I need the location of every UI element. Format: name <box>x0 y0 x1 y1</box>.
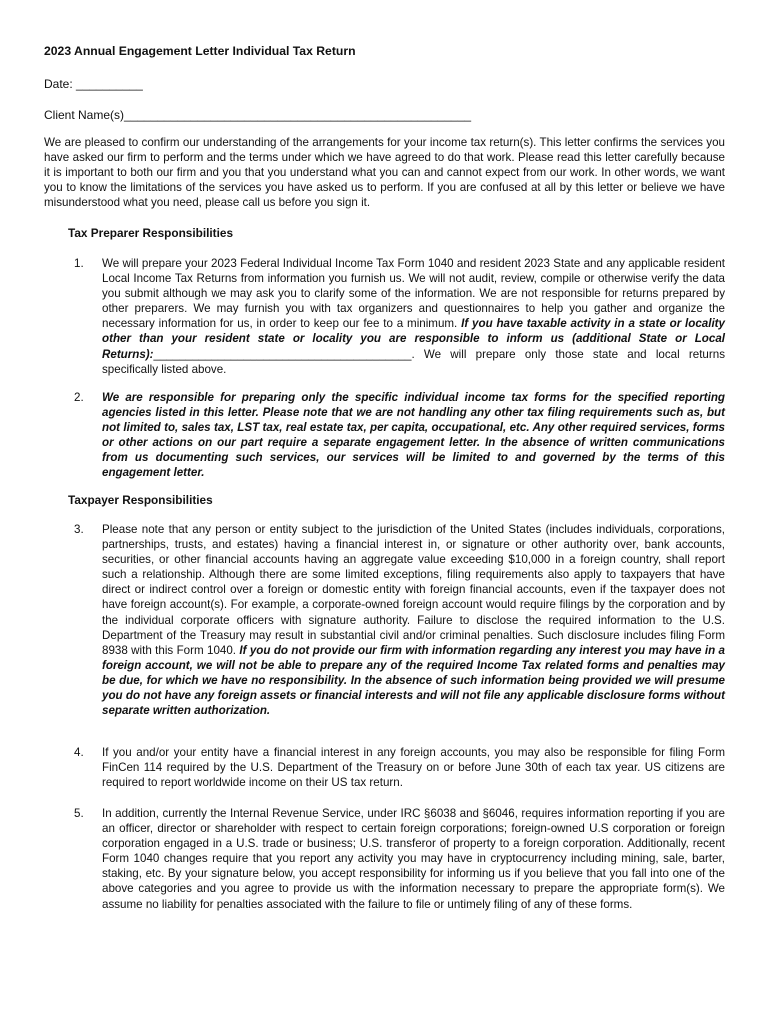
list-number: 1. <box>74 257 84 270</box>
item-text: We will prepare your 2023 Federal Individual Income Tax Form 1040 and resident 2023 State and any applicable resident Local Income Tax Returns from information you furnish us. We will not audit, review, compile or otherwise verify the data you submit although we may ask you to clarify some of the information. We are not responsible for returns prepared by other preparers. We may furnish you with tax organizers and questionnaires to help you gather and organize the necessary information for us, in order to keep our fee to a minimum. <box>102 257 725 331</box>
client-name-line: Client Name(s)____________________________________________________ <box>44 108 472 122</box>
intro-paragraph: We are pleased to confirm our understanding of the arrangements for your income tax return(s). This letter confirms the services you have asked our firm to perform and the terms under which we have agreed to do that work. Please read this letter carefully because it is important to both our firm and you that you understand what you can and cannot expect from our work. In other words, we want you to know the limitations of the services you have asked us to perform. If you are confused at all by this letter or believe we have misunderstood what you need, please call us before you sign it. <box>44 136 725 210</box>
section-heading-preparer: Tax Preparer Responsibilities <box>68 226 234 240</box>
state-returns-blank: ________________________________________ <box>153 347 412 361</box>
list-item-1 <box>74 256 725 377</box>
list-number: 5. <box>74 807 84 820</box>
item-bold-text: If you do not provide our firm with information regarding any interest you may have in a foreign account, we will not be able to prepare any of the required Income Tax related forms and penalties may be due, for which we have no responsibility. In the absence of such information being provided we will presume you do not have any foreign assets or financial interests and will not file any applicable disclosure forms without separate written authorization. <box>102 643 725 718</box>
item-text: Please note that any person or entity subject to the jurisdiction of the United States (includes individuals, corporations, partnerships, trusts, and estates) having a financial interest in, or signature or other authority over, bank accounts, securities, or other financial accounts having an aggregate value exceeding $10,000 in a foreign country, shall report such a relationship. Although there are some limited exceptions, filing requirements also apply to taxpayers that have direct or indirect control over a foreign or domestic entity with foreign financial accounts, even if the taxpayer does not have foreign account(s). For example, a corporate-owned foreign account would require filings by the corporation and by the individual corporate officers with signature authority. Failure to disclose the required information to the U.S. Department of the Treasury may result in substantial civil and/or criminal penalties. Such disclosure includes filing Form 8938 with this Form 1040. <box>102 523 725 657</box>
list-number: 3. <box>74 523 84 536</box>
list-number: 2. <box>74 391 84 404</box>
list-number: 4. <box>74 746 84 759</box>
list-item-4 <box>74 745 725 790</box>
item-bold-text: We are responsible for preparing only the specific individual income tax forms for the specified reporting agencies listed in this letter. Please note that we are not handling any other tax filing requirements such as, but not limited to, sales tax, LST tax, real estate tax, per capita, occupational, etc. Any other required services, forms or other actions on our part require a separate engagement letter. In the absence of written communications from us documenting such services, our services will be limited to and governed by the terms of this engagement letter. <box>102 391 725 480</box>
list-item-body <box>102 745 725 790</box>
item-text: In addition, currently the Internal Revenue Service, under IRC §6038 and §6046, requires information reporting if you are an officer, director or shareholder with respect to certain foreign corporations; foreign-owned U.S corporation or foreign corporation engaged in a U.S. trade or business; U.S. transferor of property to a foreign corporation. Additionally, recent Form 1040 changes require that you report any activity you may have in cryptocurrency including mining, sale, barter, staking, etc. By your signature below, you accept responsibility for informing us if you believe that you fall into one of the above categories and you agree to provide us with the information necessary to prepare the appropriate form(s). We assume no liability for penalties associated with the failure to file or untimely filing of any of these forms. <box>102 807 725 911</box>
date-line: Date: __________ <box>44 77 143 91</box>
item-bold-text: If you have taxable activity in a state or locality other than your resident state or locality you are responsible to inform us (additional State or Local Returns): <box>102 317 725 361</box>
item-tail-text: . We will prepare only those state and local returns specifically listed above. <box>102 347 725 376</box>
section-heading-taxpayer: Taxpayer Responsibilities <box>68 493 213 507</box>
list-item-body <box>102 256 725 377</box>
list-item-body <box>102 390 725 481</box>
item-text: If you and/or your entity have a financial interest in any foreign accounts, you may also be responsible for filing Form FinCen 114 required by the U.S. Department of the Treasury on or before June 30th of each tax year. US citizens are required to report worldwide income on their US tax return. <box>102 746 725 790</box>
list-item-3 <box>74 522 725 718</box>
list-item-5 <box>74 806 725 912</box>
list-item-body <box>102 806 725 912</box>
list-item-body <box>102 522 725 718</box>
page-title: 2023 Annual Engagement Letter Individual Tax Return <box>44 44 356 58</box>
list-item-2 <box>74 390 725 481</box>
